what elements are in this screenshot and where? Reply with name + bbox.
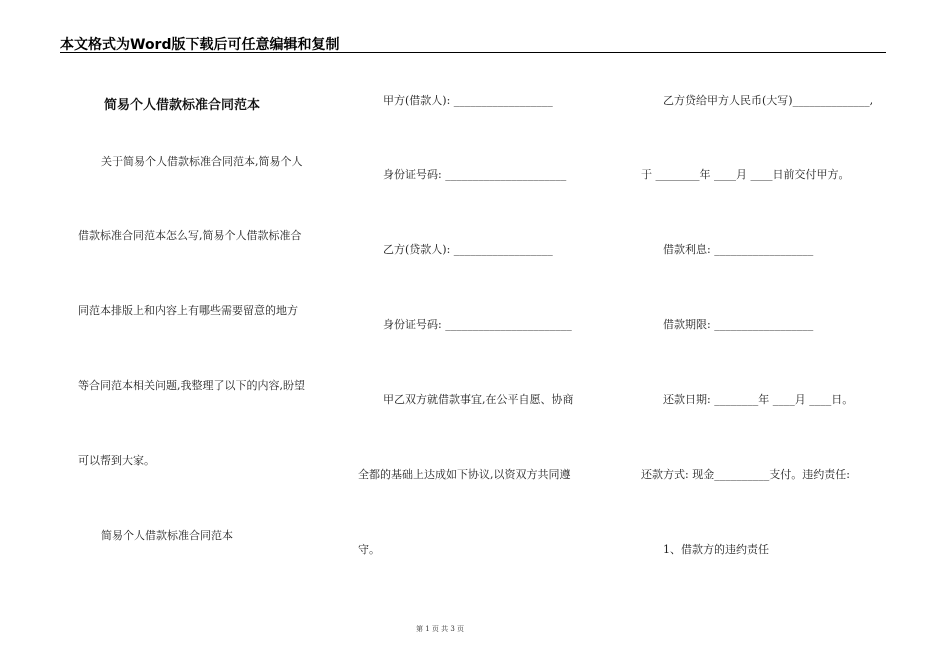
- delivery-date-field: 于 ________年 ____月 ____日前交付甲方。: [641, 168, 850, 181]
- body-line: 借款标准合同范本怎么写,简易个人借款标准合: [78, 229, 302, 242]
- header-divider: [60, 52, 886, 53]
- repayment-date-field: 还款日期: ________年 ____月 ____日。: [663, 393, 854, 406]
- body-line: 甲乙双方就借款事宜,在公平自愿、协商: [383, 393, 574, 406]
- section-heading: 1、借款方的违约责任: [663, 543, 769, 556]
- lender-field: 乙方(贷款人): __________________: [383, 243, 553, 256]
- document-header: 本文格式为Word版下载后可任意编辑和复制: [60, 37, 340, 53]
- lender-id-field: 身份证号码: _______________________: [383, 318, 572, 331]
- repayment-method-field: 还款方式: 现金__________支付。违约责任:: [641, 468, 850, 481]
- term-field: 借款期限: __________________: [663, 318, 814, 331]
- body-line: 等合同范本相关问题,我整理了以下的内容,盼望: [78, 379, 305, 392]
- borrower-id-field: 身份证号码: ______________________: [383, 168, 567, 181]
- loan-amount-field: 乙方贷给甲方人民币(大写)______________,: [663, 94, 874, 107]
- body-line: 守。: [358, 543, 380, 556]
- body-line: 可以帮到大家。: [78, 454, 155, 467]
- section-heading: 简易个人借款标准合同范本: [101, 529, 233, 542]
- page-number: 第 1 页 共 3 页: [415, 625, 465, 633]
- body-line: 关于简易个人借款标准合同范本,简易个人: [101, 155, 303, 168]
- interest-field: 借款利息: __________________: [663, 243, 814, 256]
- body-line: 全都的基础上达成如下协议,以资双方共同遵: [358, 468, 571, 481]
- document-title: 简易个人借款标准合同范本: [104, 98, 261, 113]
- borrower-field: 甲方(借款人): __________________: [383, 94, 553, 107]
- body-line: 同范本排版上和内容上有哪些需要留意的地方: [78, 304, 298, 317]
